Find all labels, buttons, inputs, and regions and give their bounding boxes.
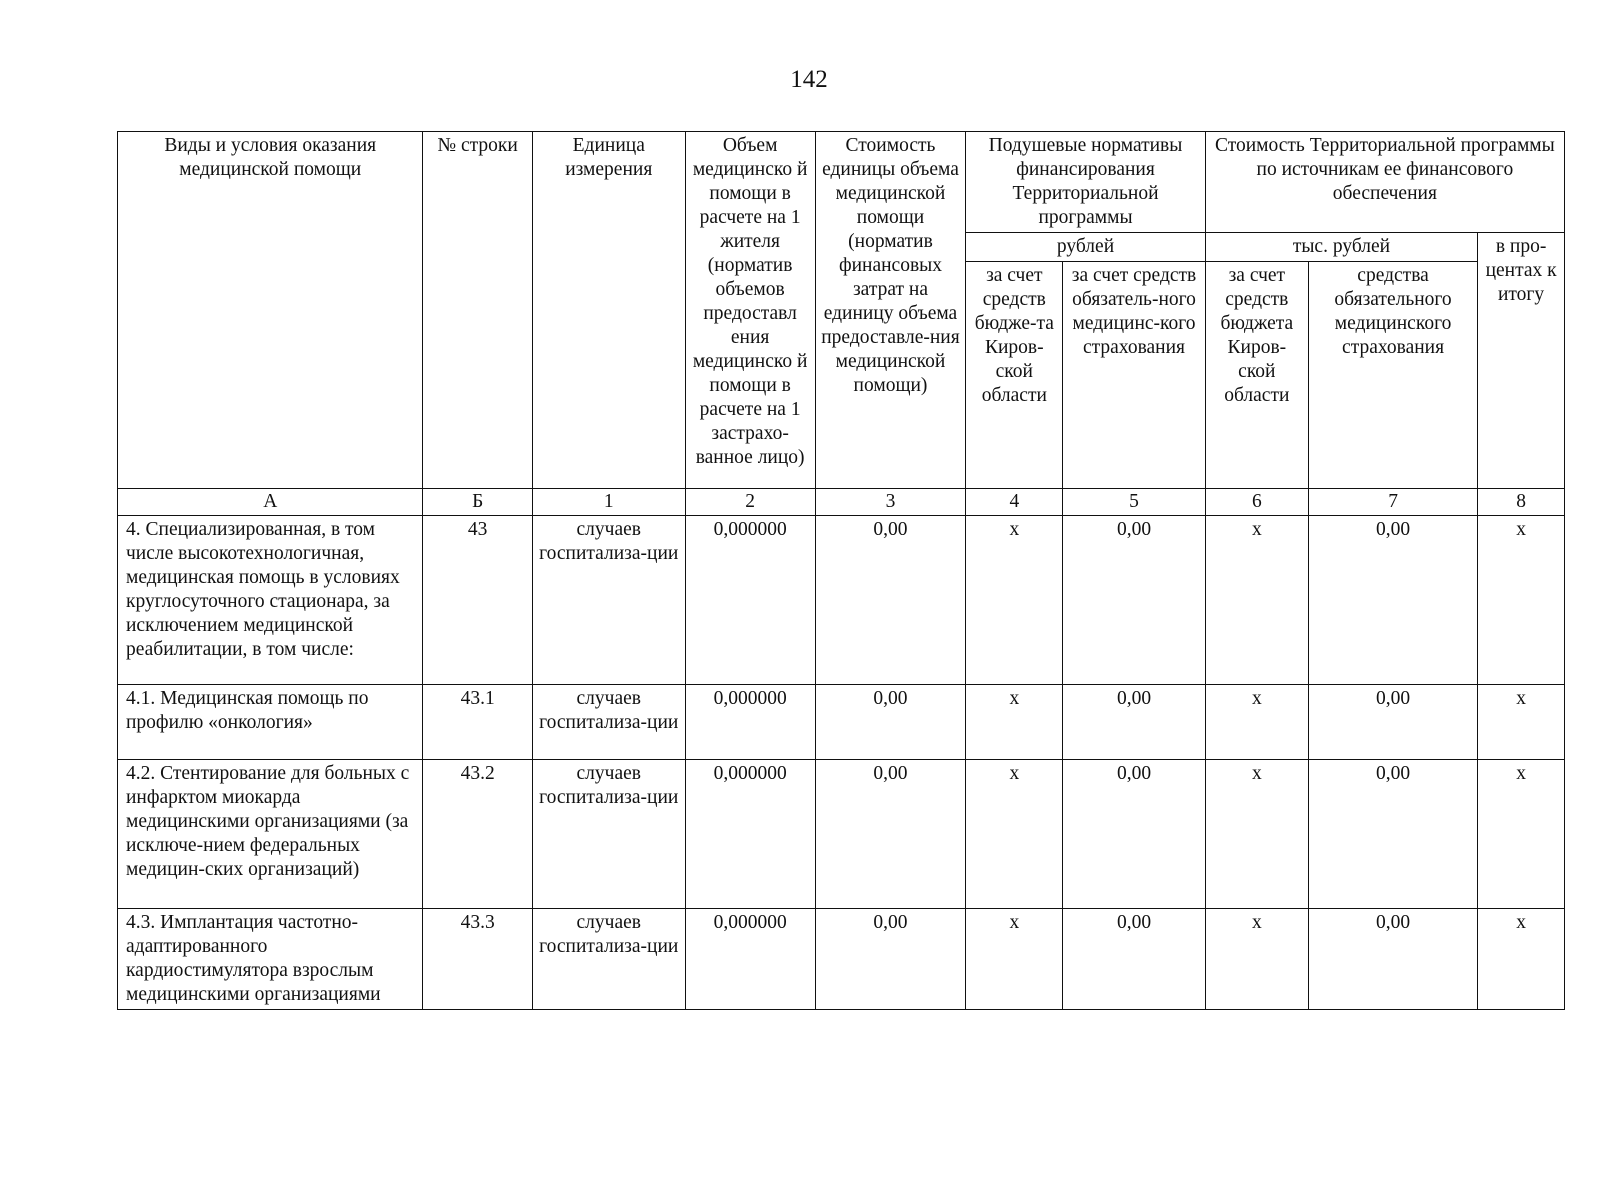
header-unit-thous: тыс. рублей xyxy=(1205,233,1477,262)
row-cost-oms: 0,00 xyxy=(1308,516,1477,685)
index-cell: 6 xyxy=(1205,489,1308,516)
row-unit: случаев госпитализа-ции xyxy=(532,516,685,685)
index-cell: 7 xyxy=(1308,489,1477,516)
index-cell: А xyxy=(118,489,423,516)
row-cost-budget: x xyxy=(1205,760,1308,909)
row-norm-budget: x xyxy=(966,516,1063,685)
row-norm-oms: 0,00 xyxy=(1063,516,1205,685)
index-cell: 3 xyxy=(815,489,966,516)
header-row-1 xyxy=(118,132,1565,233)
row-norm-budget: x xyxy=(966,760,1063,909)
row-line-number: 43.1 xyxy=(423,685,532,760)
index-cell: 4 xyxy=(966,489,1063,516)
row-unit-cost: 0,00 xyxy=(815,516,966,685)
page-number: 142 xyxy=(790,66,828,93)
table-row xyxy=(118,516,1565,685)
row-percent: x xyxy=(1478,685,1565,760)
row-cost-budget: x xyxy=(1205,516,1308,685)
index-cell: 1 xyxy=(532,489,685,516)
header-col-7: средства обязательного медицинского страхования xyxy=(1308,262,1477,489)
row-volume: 0,000000 xyxy=(685,909,815,1010)
row-unit: случаев госпитализа-ции xyxy=(532,909,685,1010)
row-name: 4.2. Стентирование для больных с инфарктом миокарда медицинскими организациями (за исключе-нием федеральных медицин-ских организаций) xyxy=(118,760,423,909)
header-unit-rub: рублей xyxy=(966,233,1205,262)
index-cell: 8 xyxy=(1478,489,1565,516)
header-col-1: Единица измерения xyxy=(532,132,685,489)
row-norm-oms: 0,00 xyxy=(1063,685,1205,760)
row-name: 4.3. Имплантация частотно-адаптированного кардиостимулятора взрослым медицинскими организациями xyxy=(118,909,423,1010)
row-unit-cost: 0,00 xyxy=(815,909,966,1010)
row-volume: 0,000000 xyxy=(685,516,815,685)
header-col-b: № строки xyxy=(423,132,532,489)
header-col-3: Стоимость единицы объема медицинской помощи (норматив финансовых затрат на единицу объема предоставле-ния медицинской помощи) xyxy=(815,132,966,489)
financing-table xyxy=(117,131,1565,1010)
row-unit: случаев госпитализа-ции xyxy=(532,760,685,909)
row-percent: x xyxy=(1478,760,1565,909)
row-cost-budget: x xyxy=(1205,685,1308,760)
header-group-norms: Подушевые нормативы финансирования Территориальной программы xyxy=(966,132,1205,233)
index-row xyxy=(118,489,1565,516)
header-col-4: за счет средств бюдже-та Киров-ской области xyxy=(966,262,1063,489)
row-line-number: 43 xyxy=(423,516,532,685)
row-norm-oms: 0,00 xyxy=(1063,909,1205,1010)
row-volume: 0,000000 xyxy=(685,685,815,760)
row-name: 4.1. Медицинская помощь по профилю «онкология» xyxy=(118,685,423,760)
header-col-2: Объем медицинско й помощи в расчете на 1 жителя (норматив объемов предоставл ения медицинско й помощи в расчете на 1 застрахо-ванное лицо) xyxy=(685,132,815,489)
row-norm-budget: x xyxy=(966,685,1063,760)
index-cell: Б xyxy=(423,489,532,516)
header-col-8: в про-центах к итогу xyxy=(1478,233,1565,489)
header-col-a: Виды и условия оказания медицинской помощи xyxy=(118,132,423,489)
table-row xyxy=(118,685,1565,760)
row-norm-oms: 0,00 xyxy=(1063,760,1205,909)
row-name: 4. Специализированная, в том числе высокотехнологичная, медицинская помощь в условиях круглосуточного стационара, за исключением медицинской реабилитации, в том числе: xyxy=(118,516,423,685)
row-cost-oms: 0,00 xyxy=(1308,685,1477,760)
index-cell: 5 xyxy=(1063,489,1205,516)
row-volume: 0,000000 xyxy=(685,760,815,909)
row-percent: x xyxy=(1478,909,1565,1010)
table-row xyxy=(118,760,1565,909)
row-line-number: 43.2 xyxy=(423,760,532,909)
row-unit-cost: 0,00 xyxy=(815,760,966,909)
header-group-cost: Стоимость Территориальной программы по источникам ее финансового обеспечения xyxy=(1205,132,1564,233)
header-col-6: за счет средств бюджета Киров-ской области xyxy=(1205,262,1308,489)
row-unit-cost: 0,00 xyxy=(815,685,966,760)
row-percent: x xyxy=(1478,516,1565,685)
row-cost-oms: 0,00 xyxy=(1308,909,1477,1010)
index-cell: 2 xyxy=(685,489,815,516)
row-cost-budget: x xyxy=(1205,909,1308,1010)
row-unit: случаев госпитализа-ции xyxy=(532,685,685,760)
header-col-5: за счет средств обязатель-ного медицинс-кого страхования xyxy=(1063,262,1205,489)
table-row xyxy=(118,909,1565,1010)
row-norm-budget: x xyxy=(966,909,1063,1010)
row-cost-oms: 0,00 xyxy=(1308,760,1477,909)
row-line-number: 43.3 xyxy=(423,909,532,1010)
